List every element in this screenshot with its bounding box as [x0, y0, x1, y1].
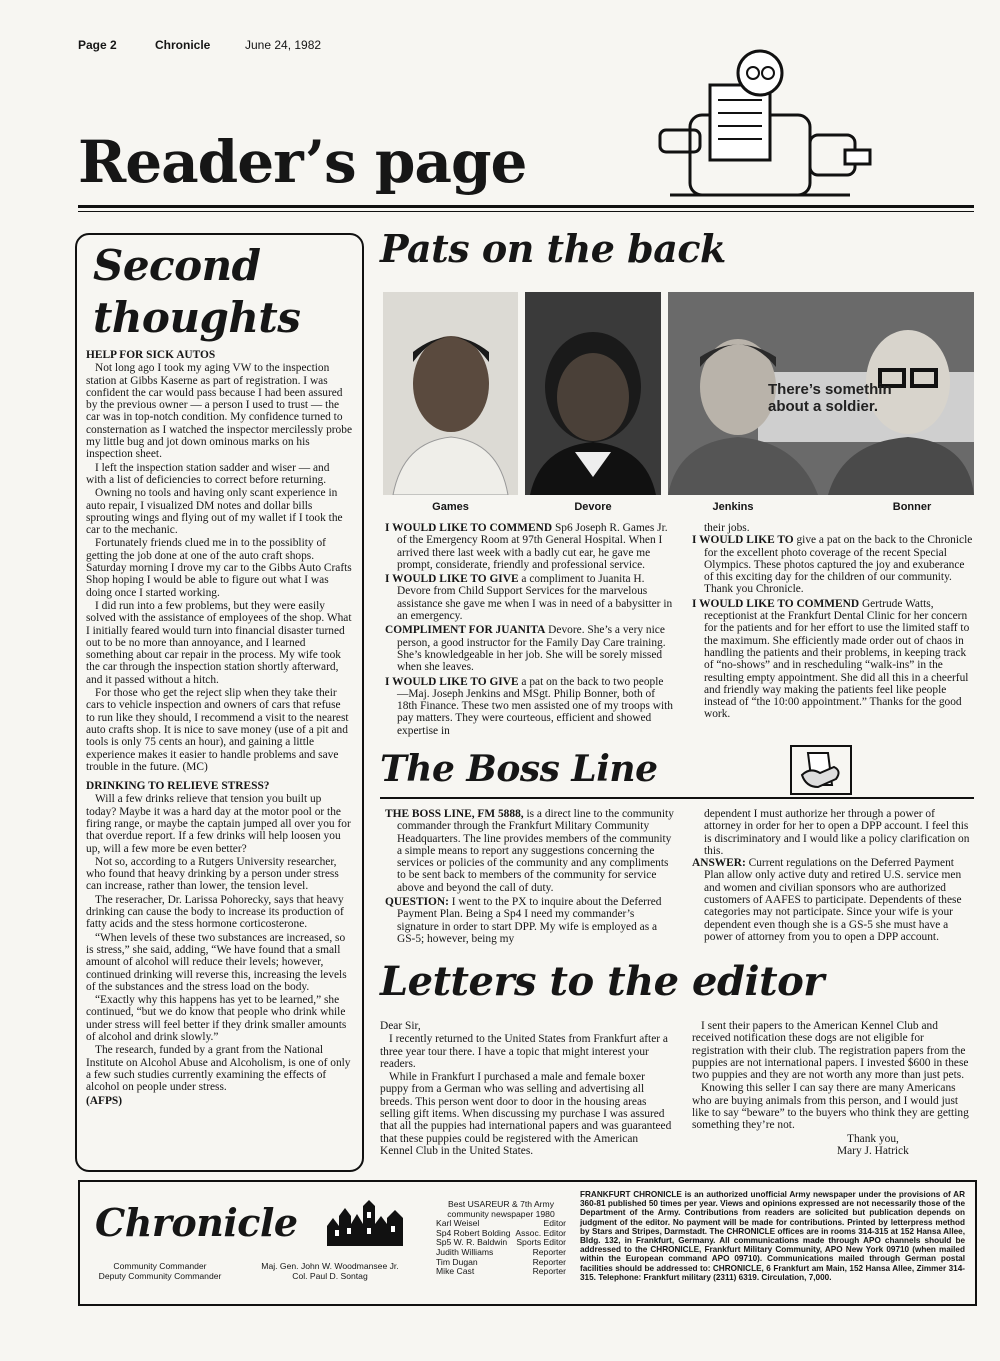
folio-date: June 24, 1982	[245, 38, 322, 52]
second-thoughts-title-line2: thoughts	[93, 293, 301, 342]
staff-name: Tim Dugan	[436, 1256, 478, 1267]
footer-logo-text: Chronicle	[95, 1200, 298, 1245]
reader-cartoon-illustration	[650, 45, 880, 205]
pat-item	[385, 573, 675, 622]
letters-title: Letters to the editor	[380, 958, 824, 1005]
pat-item-text: a pat on the back to two people —Maj. Joseph Jenkins and MSgt. Philip Bonner, both of 18th Finance. These two men assisted one of my troops with pay matters. They were courteous, efficient and showed expertise in	[397, 675, 673, 737]
boss-line-item-text: is a direct line to the community commander through the Frankfurt Military Community Headquarters. The line provides members of the community a simple means to report any suggestions concerning the services or policies of the community and any compliments to be sent back to members of the community for service above and beyond the call of duty.	[397, 808, 674, 894]
staff-role: Reporter	[532, 1266, 566, 1277]
pat-item-text: give a pat on the back to the Chronicle for the excellent photo coverage of the recent Special Olympics. These photos captured the joy and exuberance of this exciting day for the children of our community. Thank you Chronicle.	[704, 534, 973, 596]
boss-line-item	[385, 808, 675, 894]
pat-item-text: a compliment to Juanita H. Devore from Child Support Services for the marvelous assistance she gave me when I was in need of a babysitter in an emergency.	[397, 573, 673, 623]
article-paragraph: Fortunately friends clued me in to the possiblity of getting the job done at one of the auto craft shops. Saturday morning I drove my car to the Gibbs Auto Crafts Shop hoping I would be able to figure out what I was doing once I started working.	[86, 537, 352, 599]
photo-caption-games: Games	[432, 501, 469, 513]
pat-item-lead: I WOULD LIKE TO GIVE	[385, 675, 519, 688]
pat-item-lead: I WOULD LIKE TO	[692, 534, 794, 547]
boss-line-column-1	[385, 808, 675, 947]
boss-line-item-lead: QUESTION:	[385, 896, 449, 909]
boss-line-item	[385, 896, 675, 945]
page-title: Reader’s page	[78, 128, 527, 196]
letters-column-2	[692, 1020, 974, 1157]
article-paragraph: For those who get the reject slip when they take their cars to vehicle inspection and owners of cars that refuse to run like they should, I recommend a visit to the nearest auto crafts shop. It is nice to save money (use of a pit and tools is only 75 cents an hour), and gaining a little experience makes it easier to handle problems and save trouble in the future. (MC)	[86, 687, 349, 773]
pats-column-2	[692, 522, 974, 723]
boss-line-item-lead: THE BOSS LINE, FM 5888,	[385, 808, 524, 820]
imprint-text: FRANKFURT CHRONICLE is an authorized unofficial Army newspaper under the provisions of AR 360-81 published 50 times per year. Views and opinions expressed are not necessarily those of the Department of the Army. Contributions from readers are solicited but publication depends on judgment of the editor. No payment will be made for contributions. Printed by letterpress method by Stars and Stripes, Darmstadt. The CHRONICLE offices are in rooms 314-315 at 152 Hansa Allee, Bldg. 132, in Frankfurt, Germany. All communications made through APO channels should be addressed to the CHRONICLE, Frankfurt Military Community, APO New York 09710 (when mailed within the European command APO 09710). Communications mailed through German postal facilities should be addressed to: CHRONICLE, 6 Frankfurt am Main, 152 Hansa Allee, Zimmer 314-315. Telephone: Frankfurt military (2311) 6319. Circulation, 7,000.	[580, 1190, 965, 1282]
commander-name: Col. Paul D. Sontag	[292, 1270, 368, 1281]
article-paragraph: “Exactly why this happens has yet to be learned,” she continued, “but we do know that people who drink while under stress will feel better if they drink smaller amounts of alcohol and drink slowly.”	[86, 994, 347, 1044]
pat-item	[385, 624, 675, 673]
article-paragraph: The research, funded by a grant from the National Institute on Alcohol Abuse and Alcoholism, is one of only a few such studies currently examining the effects of alcohol on people under stress.	[86, 1044, 351, 1094]
photo-devore	[525, 292, 661, 495]
staff-role: Assoc. Editor	[515, 1227, 566, 1238]
pats-on-the-back-title: Pats on the back	[380, 226, 726, 271]
frankfurt-skyline-icon	[325, 1198, 405, 1248]
photo-jenkins-bonner	[668, 292, 974, 495]
staff-box	[436, 1200, 566, 1277]
folio-paper-name: Chronicle	[155, 38, 211, 52]
boss-line-item	[692, 857, 974, 943]
article-heading: HELP FOR SICK AUTOS	[86, 349, 216, 361]
masthead-rule	[78, 205, 974, 208]
staff-role: Reporter	[532, 1246, 566, 1257]
photo-games	[383, 292, 518, 495]
telephone-hand-icon	[790, 745, 852, 795]
award-line: community newspaper 1980	[447, 1208, 555, 1219]
boss-line-title: The Boss Line	[380, 748, 658, 790]
photo-caption-devore: Devore	[574, 501, 612, 513]
article-paragraph: “When levels of these two substances are increased, so is stress,” she said, adding, “We have found that a small amount of alcohol will reduce their levels; however, continued drinking will reverse this, increasing the levels of the substances and the stress load on the body.	[86, 931, 347, 993]
pat-item	[385, 676, 675, 737]
pat-item-lead: I WOULD LIKE TO GIVE	[385, 573, 519, 586]
page-number: Page 2	[78, 38, 117, 52]
pat-item	[692, 598, 974, 721]
article-paragraph: The reseracher, Dr. Larissa Pohorecky, says that heavy drinking can cause the body to increase its production of fatty acids and the stess hormone corticosterone.	[86, 893, 344, 931]
boss-line-item-text: Current regulations on the Deferred Payment Plan allow only active duty and retired U.S. service men and women and civilian sponsors who are authorized customers of AAFES to participate. Dependents of these categories may not participate. Since your wife is your dependent even though she is a GS-5 she must have a power of attorney from you to open a DPP account.	[704, 857, 962, 943]
staff-role: Sports Editor	[516, 1237, 566, 1248]
second-thoughts-column	[86, 349, 352, 1108]
boss-line-continuation: dependent I must authorize her through a power of attorney in order for her to open a DPP account. I feel this is discriminatory and I would like a policy clarification on this.	[704, 808, 970, 857]
letters-column-1	[380, 1020, 672, 1158]
boss-line-rule	[380, 797, 974, 799]
article-paragraph: I left the inspection station sadder and wiser — and with a list of deficiencies to correct before returning.	[86, 461, 330, 486]
pat-continuation: their jobs.	[704, 522, 750, 534]
article-paragraph: Not so, according to a Rutgers University researcher, who found that heavy drinking by a person under stress can increase, rather than lower, the tension level.	[86, 855, 339, 893]
pat-item-text: Gertrude Watts, receptionist at the Frankfurt Dental Clinic for her concern for the patients and for her effort to use the limited staff to the maximum. She efficiently made order out of chaos in handling the patients and their problems, in keeping track of “no-shows” and in rescheduling “walk-ins” in the resulting empty appointment. She did all this in a cheerful and friendly way making the patients feel like people instead of “the 10:00 appointment.” Thanks for the good work.	[704, 597, 970, 721]
photo-caption-bonner: Bonner	[892, 501, 932, 513]
commander-role: Community Commander	[113, 1261, 207, 1271]
commander-names	[245, 1262, 415, 1281]
staff-name: Karl Weisel	[436, 1218, 480, 1229]
letter-closing: Thank you,	[847, 1132, 899, 1145]
article-credit: (AFPS)	[86, 1094, 123, 1107]
poster-text-line1: There’s somethin	[768, 381, 892, 398]
article-paragraph: Will a few drinks relieve that tension you built up today? Maybe it was a hard day at the motor pool or the firing range, or maybe the captain jumped all over you for that overdue report. If a few drinks will help loosen you up, will a few more be even better?	[86, 793, 351, 855]
staff-role: Editor	[543, 1218, 566, 1229]
article-paragraph: Not long ago I took my aging VW to the inspection station at Gibbs Kaserne as part of registration. I was confident the car would pass because I had been assured by the previous owner — a person I used to trust — the car was in top-notch condition. My confidence turned to consternation as I watched the inspector mercilessly probe my little bug and jot down ominous marks on his inspection sheet.	[86, 362, 353, 461]
pat-item	[385, 522, 675, 571]
pat-item	[692, 534, 974, 595]
boss-line-item-text: I went to the PX to inquire about the Deferred Payment Plan. Being a Sp4 I need my commander’s signature in order to start DPP. My wife is employed as a GS-5; however, being my	[397, 896, 662, 945]
staff-row	[436, 1267, 566, 1277]
commander-name: Maj. Gen. John W. Woodmansee Jr.	[261, 1261, 399, 1271]
boss-line-column-2	[692, 808, 974, 945]
pat-item-text: Devore. She’s a very nice person, a good instructor for the Family Day Care training. She’s knowledgeable in her job. She will be sorely missed when she leaves.	[397, 624, 666, 674]
article-paragraph: Owning no tools and having only scant experience in auto repair, I visualized DM notes and dollar bills sprouting wings and flying out of my wallet if I took the car to the mechanic.	[86, 487, 343, 537]
photo-caption-jenkins: Jenkins	[712, 501, 754, 513]
commander-roles	[90, 1262, 230, 1281]
staff-role: Reporter	[532, 1256, 566, 1267]
pat-item-text: Sp6 Joseph R. Games Jr. of the Emergency Room at 97th General Hospital. When I arrived there last week with a badly cut ear, he gave me prompt, considerate, friendly and professional service.	[397, 522, 668, 571]
pat-item-lead: COMPLIMENT FOR JUANITA	[385, 624, 546, 637]
poster-text-line2: about a soldier.	[768, 398, 879, 415]
masthead-rule-thin	[78, 211, 974, 212]
letter-salutation: Dear Sir,	[380, 1020, 421, 1032]
letter-paragraph: I recently returned to the United States from Frankfurt after a three year tour there. I have a topic that might interest your readers.	[380, 1033, 668, 1070]
article-heading: DRINKING TO RELIEVE STRESS?	[86, 780, 270, 793]
staff-name: Sp5 W. R. Baldwin	[436, 1237, 508, 1248]
article-paragraph: I did run into a few problems, but they were easily solved with the assistance of employees of the shop. What I initially feared would turn into financial disaster turned out to be no more than annoyance, and I learned something about car repair in the process. My wife took the car through the inspection station shortly afterward, and it passed without a hitch.	[86, 599, 352, 686]
staff-name: Mike Cast	[436, 1266, 475, 1277]
staff-name: Judith Williams	[436, 1246, 494, 1257]
pat-item-lead: I WOULD LIKE TO COMMEND	[385, 522, 553, 534]
commander-role: Deputy Community Commander	[98, 1270, 222, 1281]
staff-name: Sp4 Robert Bolding	[436, 1227, 511, 1238]
boss-line-item-lead: ANSWER:	[692, 857, 746, 870]
pats-column-1	[385, 522, 675, 739]
second-thoughts-title-line1: Second	[93, 241, 261, 290]
pat-item-lead: I WOULD LIKE TO COMMEND	[692, 597, 860, 610]
letter-paragraph: Knowing this seller I can say there are many Americans who are buying animals from this person, and I would just like to say “beware” to the buyers who think they are getting something they’re not.	[692, 1082, 969, 1132]
award-line: Best USAREUR & 7th Army	[447, 1199, 555, 1209]
letter-paragraph: While in Frankfurt I purchased a male and female boxer puppy from a German who was selling and advertising all breeds. This person went door to door in the housing areas selling gift items. When discussing my purchase I was assured that all the puppies had international papers and was guaranteed that these puppies could be registered with the American Kennel Club in the United States.	[380, 1071, 672, 1157]
letter-signature: Mary J. Hatrick	[837, 1144, 909, 1157]
letter-paragraph: I sent their papers to the American Kennel Club and received notification these dogs are not eligible for registration with their club. The registration papers from the puppies are not international papers. I invested $600 in these two puppies and they are not worth any more than just pets.	[692, 1020, 969, 1082]
